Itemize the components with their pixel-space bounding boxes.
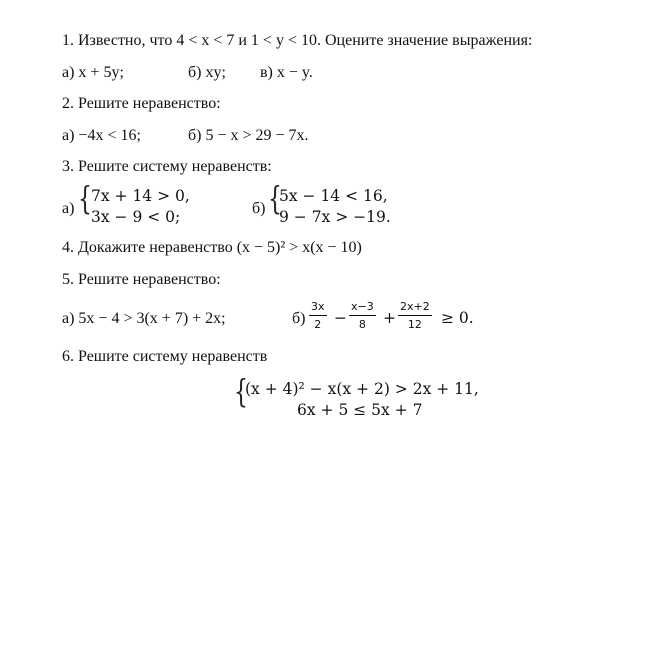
problem-5-b-tail: ≥ 0. [441,309,474,327]
fraction-2-numerator: x−3 [349,301,376,316]
problem-2-b: б) 5 − x > 29 − 7x. [188,127,309,144]
problem-2-a: а) −4x < 16; [62,127,141,144]
fraction-3 [398,301,432,330]
problem-1-a: а) x + 5y; [62,64,124,81]
problem-3-a-line2: 3x − 9 < 0; [91,208,181,226]
fraction-2-denominator: 8 [358,318,366,331]
problem-4-title: 4. Докажите неравенство (x − 5)² > x(x − 10) [62,239,362,256]
problem-5-a: а) 5x − 4 > 3(x + 7) + 2x; [62,310,226,327]
problem-5-title: 5. Решите неравенство: [62,271,221,288]
problem-3-b-label: б) [252,200,266,217]
operator-plus: + [383,309,396,327]
system-brace-icon: { [268,182,282,219]
problem-1-b: б) xy; [188,64,226,81]
problem-3-a-line1: 7x + 14 > 0, [91,187,190,205]
problem-3-title: 3. Решите систему неравенств: [62,158,272,175]
problem-1-c: в) x − y. [260,64,313,81]
problem-6-line2: 6x + 5 ≤ 5x + 7 [297,401,423,419]
system-brace-icon: { [78,182,92,219]
fraction-1 [309,301,327,330]
fraction-1-denominator: 2 [314,318,322,331]
problem-3-b-line1: 5x − 14 < 16, [279,187,388,205]
problem-1-title: 1. Известно, что 4 < x < 7 и 1 < y < 10. Оцените значение выражения: [62,32,533,49]
operator-minus: − [334,309,347,327]
fraction-3-denominator: 12 [407,318,422,331]
problem-3-b-line2: 9 − 7x > −19. [279,208,391,226]
fraction-2 [349,301,376,330]
problem-2-title: 2. Решите неравенство: [62,95,221,112]
problem-5-b-label: б) [292,310,306,327]
fraction-1-numerator: 3x [309,301,327,316]
problem-6-title: 6. Решите систему неравенств [62,348,268,365]
fraction-3-numerator: 2x+2 [398,301,432,316]
system-brace-icon: { [234,375,248,412]
problem-6-line1: (x + 4)² − x(x + 2) > 2x + 11, [245,380,479,398]
problem-3-a-label: а) [62,200,75,217]
